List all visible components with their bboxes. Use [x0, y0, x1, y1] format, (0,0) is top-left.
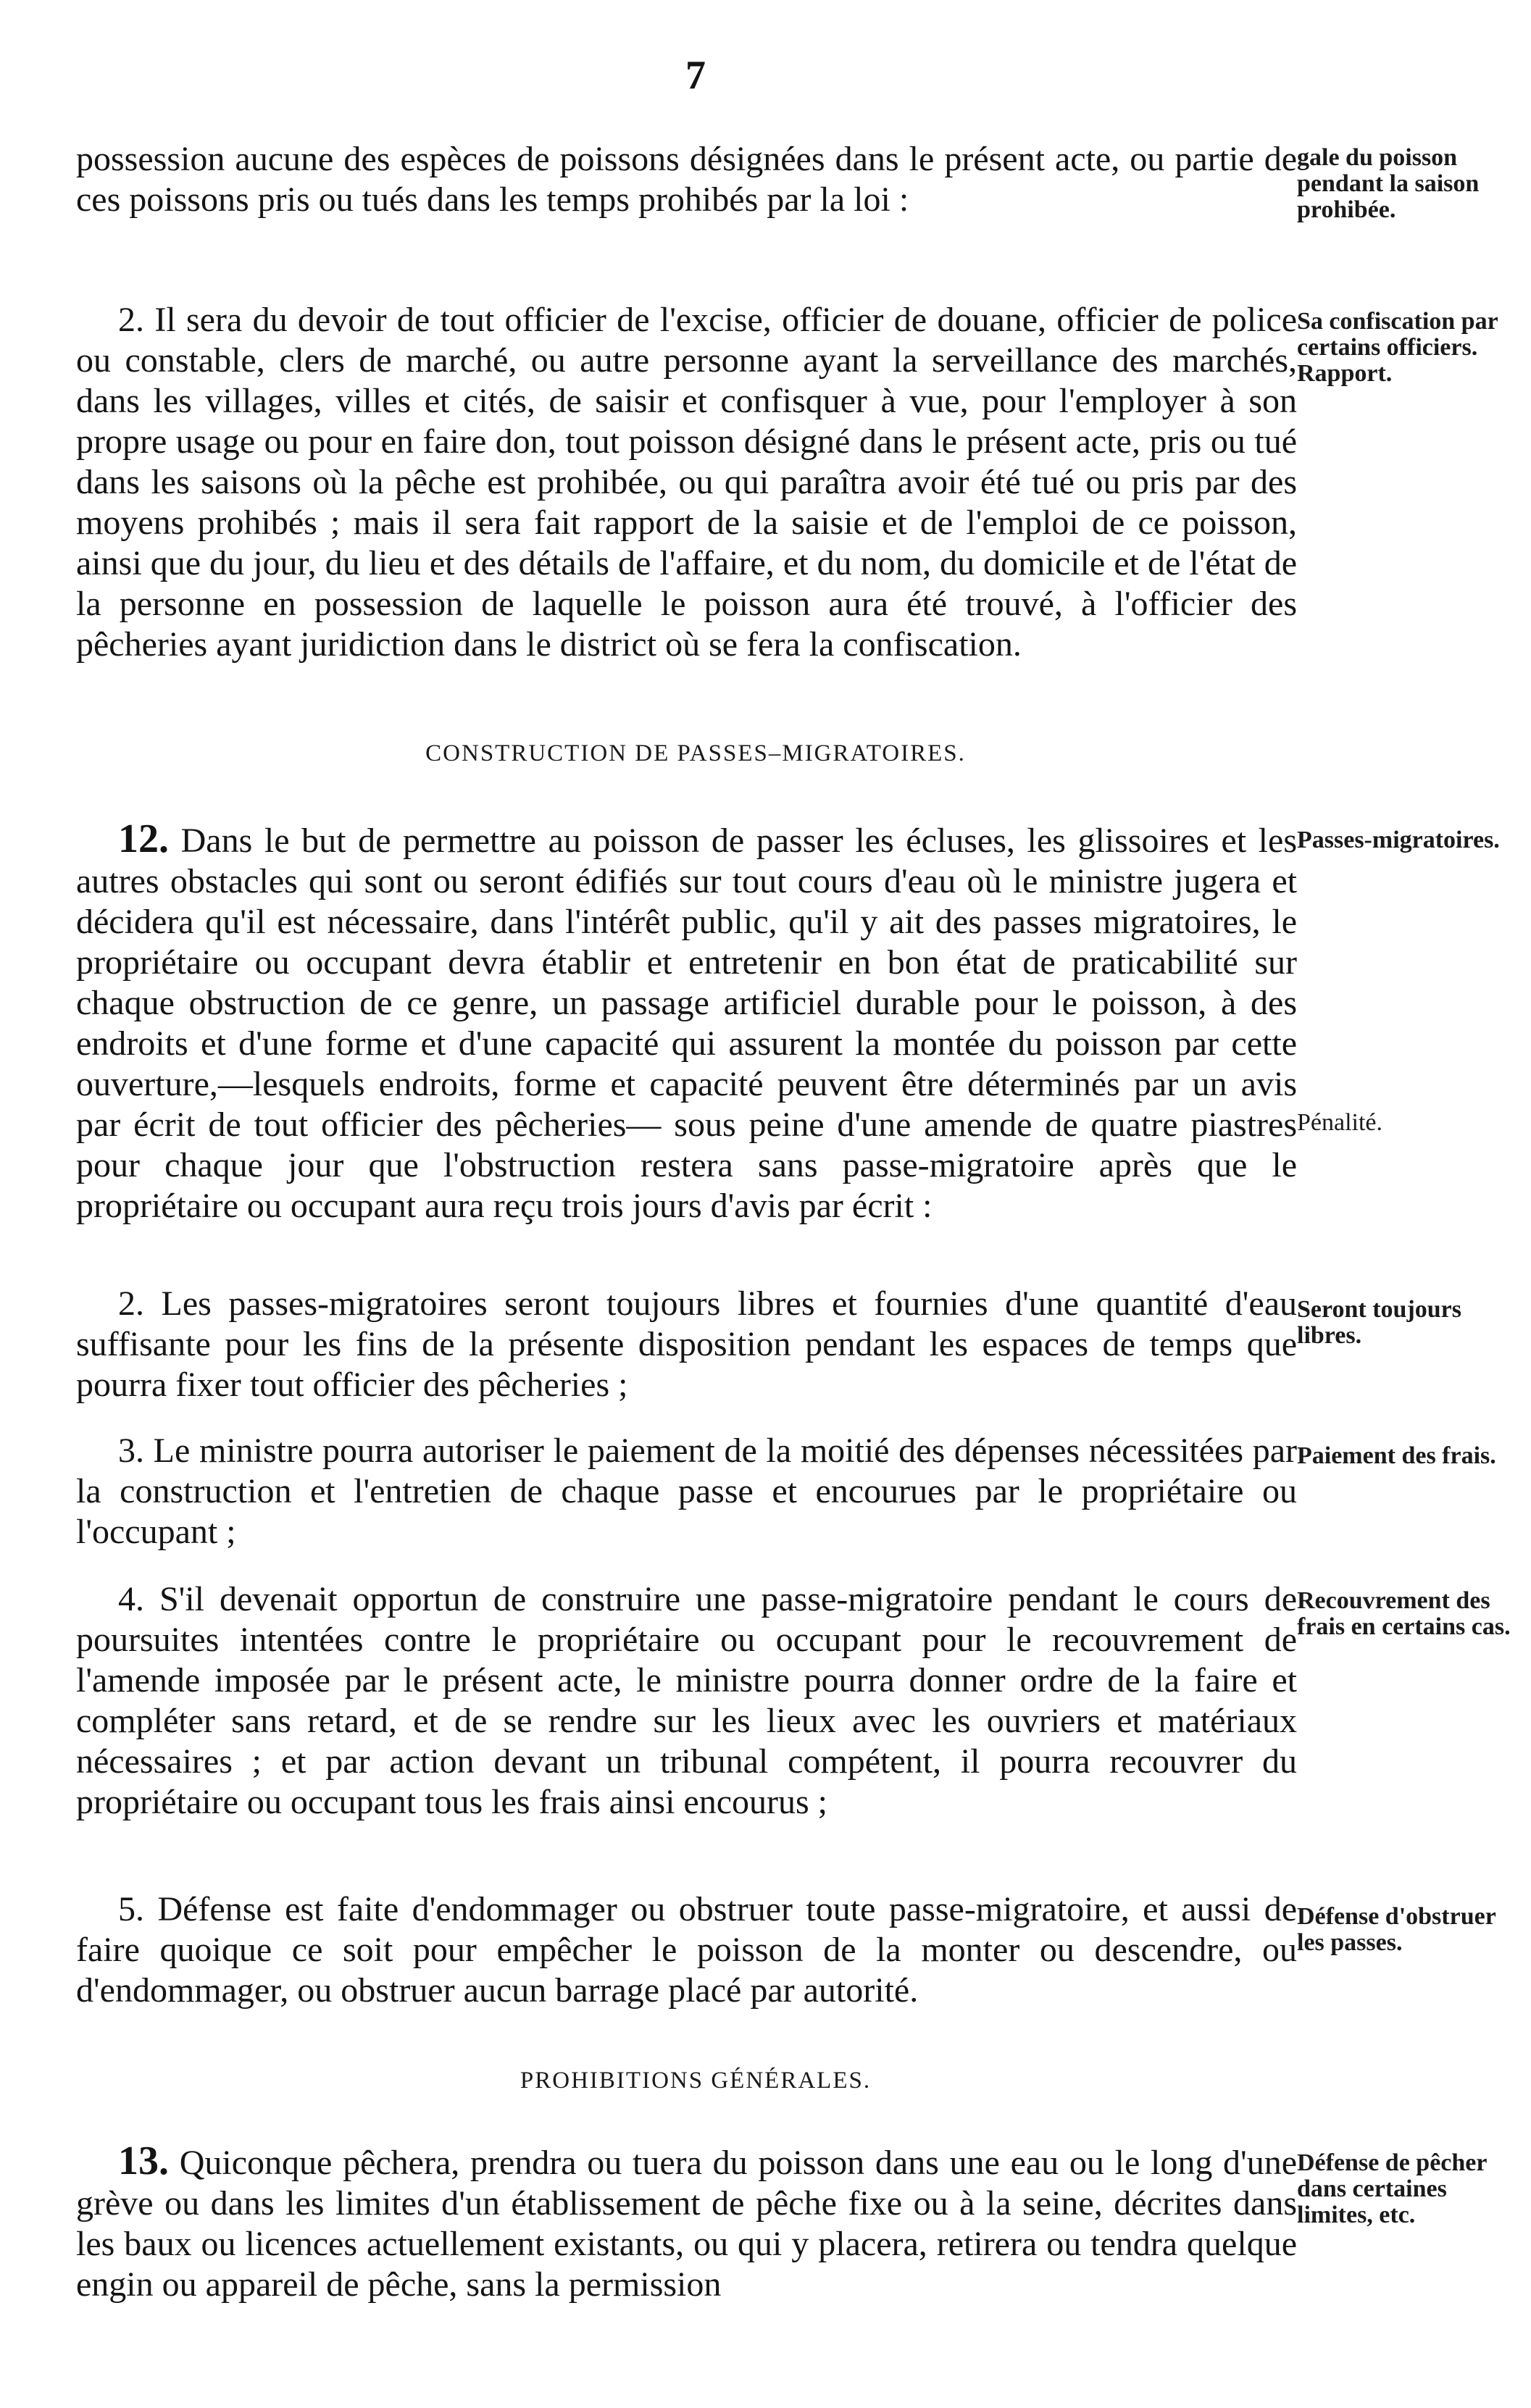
article-number: 13. — [118, 2139, 169, 2183]
margin-note: Pénalité. — [1297, 1109, 1383, 1136]
margin-note: gale du poisson pendant la saison prohibée. — [1297, 144, 1480, 223]
margin-note: Passes-migratoires. — [1297, 827, 1500, 853]
article-text: Quiconque pêchera, prendra ou tuera du poisson dans une eau ou le long d'une grève ou dans les limites d'un établissement de pêche fixe ou à la seine, décrites dans les baux ou licences actuellement existants, ou qui y placera, retirera ou tendra quelque engin ou appareil de pêche, sans la permission — [76, 2144, 1298, 2304]
margin-note: Recouvrement des frais en certains cas. — [1297, 1587, 1511, 1640]
paragraph-text — [76, 2141, 1297, 2305]
margin-note: Défense d'obstruer les passes. — [1297, 1903, 1496, 1956]
margin-note: Paiement des frais. — [1297, 1442, 1496, 1469]
margin-note: Seront toujours libres. — [1297, 1296, 1461, 1349]
paragraph-text: possession aucune des espèces de poissons désignées dans le présent acte, ou partie de ces poissons pris ou tués dans les temps prohibés par la loi : — [76, 140, 1297, 219]
article-text: Dans le but de permettre au poisson de passer les écluses, les glissoires et les autres obstacles qui sont ou seront édifiés sur tout cours d'eau où le ministre jugera et décidera qu'il est nécessaire, dans l'intérêt public, qu'il y ait des passes migratoires, le propriétaire ou occupant devra établir et entretenir en bon état de praticabilité sur chaque obstruction de ce genre, un passage artificiel durable pour le poisson, à des endroits et d'une forme et d'une capacité qui assurent la montée du poisson par cette ouverture,—lesquels endroits, forme et capacité peuvent être déterminés par un avis par écrit de tout officier des pêcheries— sous peine d'une amende de quatre piastres pour chaque jour que l'obstruction restera sans passe-migratoire après que le propriétaire ou occupant aura reçu trois jours d'avis par écrit : — [76, 822, 1297, 1225]
margin-note: Défense de pêcher dans certaines limites, etc. — [1297, 2149, 1487, 2228]
paragraph-text: 3. Le ministre pourra autoriser le paiement de la moitié des dépenses nécessitées par la construction et l'entretien de chaque passe et encourues par le propriétaire ou l'occupant ; — [76, 1431, 1297, 1551]
margin-note: Sa confiscation par certains officiers. Rapport. — [1297, 308, 1498, 387]
paragraph-text: 5. Défense est faite d'endommager ou obstruer toute passe-migratoire, et aussi de faire quoique ce soit pour empêcher le poisson de la monter ou descendre, ou d'endommager, ou obstruer aucun barrage placé par autorité. — [76, 1890, 1297, 2010]
section-heading: CONSTRUCTION DE PASSES–MIGRATOIRES. — [425, 740, 966, 766]
paragraph-text — [76, 816, 1297, 1226]
paragraph-text: 2. Les passes-migratoires seront toujours libres et fournies d'une quantité d'eau suffisante pour les fins de la présente disposition pendant les espaces de temps que pourra fixer tout officier des pêcheries ; — [76, 1284, 1297, 1404]
section-heading: PROHIBITIONS GÉNÉRALES. — [520, 2068, 872, 2094]
paragraph-text: 2. Il sera du devoir de tout officier de l'excise, officier de douane, officier de police ou constable, clers de marché, ou autre personne ayant la serveillance des marchés, dans les villages, villes et cités, de saisir et confisquer à vue, pour l'employer à son propre usage ou pour en faire don, tout poisson désigné dans le présent acte, pris ou tué dans les saisons où la pêche est prohibée, ou qui paraîtra avoir été tué ou pris par des moyens prohibés ; mais il sera fait rapport de la saisie et de l'emploi de ce poisson, ainsi que du jour, du lieu et des détails de l'affaire, et du nom, du domicile et de l'état de la personne en possession de laquelle le poisson aura été trouvé, à l'officier des pêcheries ayant juridiction dans le district où se fera la confiscation. — [76, 301, 1297, 664]
paragraph-text: 4. S'il devenait opportun de construire une passe-migratoire pendant le cours de poursuites intentées contre le propriétaire ou occupant pour le recouvrement de l'amende imposée par le présent acte, le ministre pourra donner ordre de la faire et compléter sans retard, et de se rendre sur les lieux avec les ouvriers et matériaux nécessaires ; et par action devant un tribunal compétent, il pourra recouvrer du propriétaire ou occupant tous les frais ainsi encourus ; — [76, 1580, 1297, 1821]
article-number: 12. — [118, 816, 169, 861]
page-number: 7 — [685, 53, 706, 98]
